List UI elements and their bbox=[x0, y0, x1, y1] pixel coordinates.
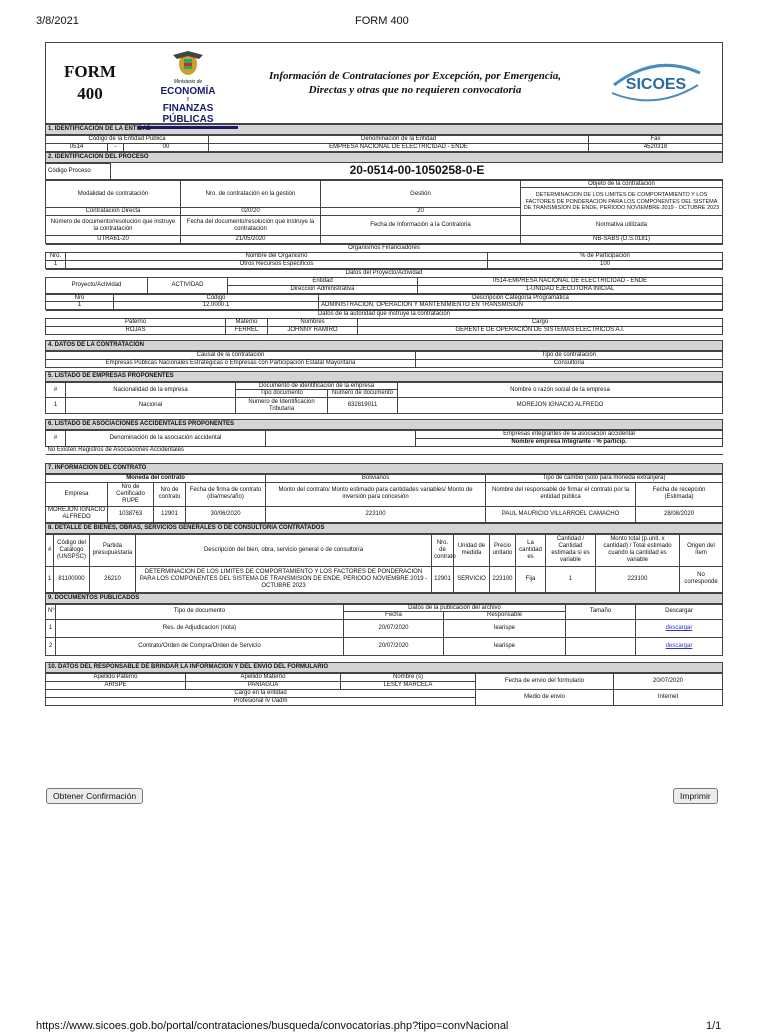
form-header bbox=[45, 42, 723, 124]
sicoes-logo-icon bbox=[606, 59, 706, 103]
associations-table: # Denominación de la asociación accidental Empresas integrantes de la asociación accidental Nombre empresa Integrante - % particip. No Existen Registros de Asociaciones Accidentales bbox=[45, 430, 723, 455]
form-title: FORM 400 bbox=[64, 62, 116, 104]
section-2-title: 2. IDENTIFICACIÓN DEL PROCESO bbox=[45, 152, 723, 163]
entity-table: Código de la Entidad Pública Denominación de la Entidad Fax 0514 - 00 EMPRESA NACIONAL DE ELECTRICIDAD - ENDE 4520318 bbox=[45, 135, 723, 152]
authority-table: Datos de la autoridad que instruye la contratación Paterno Materno Nombres Cargo ROJAS FERREL JOHNNY RAMIRO GERENTE DE OPERACIÓN DE SISTEMAS ELECTRICOS A.I. bbox=[45, 310, 723, 335]
contract-info-table: Moneda del contrato Bolivianos Tipo de cambio (solo para moneda extranjera) Empresa Nro de Certificado RUPE Nro de contrato Fecha de firma de contrato (dia/mes/año) Monto del contrato/ Monto estimado para cantidades variables/ Monto de inversión para concesión Nombre del responsable de firmar el contrato por la entidad pública Fecha de recepción (Estimada) MOREJON IGNACIO ALFREDO 1038763 12901 30/06/2020 223100 PAUL MAURICIO VILLARROEL CAMACHO 28/08/2020 bbox=[45, 474, 723, 523]
print-date: 3/8/2021 bbox=[36, 15, 79, 27]
section-10-title: 10. DATOS DEL RESPONSABLE DE BRINDAR LA INFORMACION Y DEL ENVIO DEL FORMULARIO bbox=[45, 662, 723, 673]
process-code: 20-0514-00-1050258-0-E bbox=[111, 163, 724, 179]
download-link[interactable]: descargar bbox=[665, 643, 693, 650]
section-9-title: 9. DOCUMENTOS PUBLICADOS bbox=[45, 593, 723, 604]
responsible-table: Apellido Paterno Apellido Materno Nombre (s) Fecha de envio del formulario 20/07/2020 ARISPE PANIAGUA LESLY MARCELA Cargo en la entidad Medio de envio Internet Profesional Iv Uadm bbox=[45, 673, 723, 706]
form-400 bbox=[45, 42, 723, 706]
document-row: 2 Contrato/Orden de Compra/Orden de Servicio 20/07/2020 learispe descargar bbox=[46, 638, 723, 656]
process-table: Modalidad de contratación Nro. de contratación en la gestión Gestión Objeto de la contratación DETERMINACION DE LOS LIMITES DE COMPORTAMIENTO Y LOS FACTORES DE PONDERACION PARA LOS COMPONENTES DEL SISTEMA DE TRANSMISION DE ENDE, PERIODO NOVIEMBRE 2019 - OCTUBRE 2023 Contratacion Directa 020/20 20 Número de documento/resolución que instruye la contratación Fecha del documento/resolución que instruye la contratación Fecha de Información a la Contraloria Normativa utilizada UTRA61-20 21/05/2020 NB-SABS (D.S.0181) bbox=[45, 180, 723, 245]
get-confirmation-button[interactable]: Obtener Confirmación bbox=[46, 788, 143, 804]
section-1-title: 1. IDENTIFICACIÓN DE LA ENTIDAD bbox=[45, 124, 723, 135]
section-4-title: 4. DATOS DE LA CONTRATACIÓN bbox=[45, 340, 723, 351]
download-link[interactable]: descargar bbox=[665, 625, 693, 632]
project-table: Datos del Proyecto/Actividad Proyecto/Actividad ACTIVIDAD Entidad 0514-EMPRESA NACIONAL DE ELECTRICIDAD - ENDE Dirección Administrativa 1-UNIDAD EJECUTORA INICIAL bbox=[45, 269, 723, 294]
ministry-logo: Ministerio de ECONOMÍA y FINANZAS PÚBLICAS bbox=[138, 49, 238, 129]
items-table: # Código del Catálogo (UNSPSC) Partida presupuestaria Descripción del bien, obra, servicio general o de consultoría Nro. de contrato Unidad de medida Precio unitario La cantidad es Cantidad / Cantidad estimada si es variable Monto total (p.unit. x cantidad) / Total estimado cuando la cantidad es variable Origen del ítem 1 81100000 26210 DETERMINACION DE LOS LIMITES DE COMPORTAMIENTO Y LOS FACTORES DE PONDERACION PARA LOS COMPONENTES DEL SISTEMA DE TRANSMISION DE ENDE, PERIODO NOVIEMBRE 2019 - OCTUBRE 2023 12901 SERVICIO 223100 Fija 1 223100 No corresponde bbox=[45, 534, 723, 593]
page-number: 1/1 bbox=[706, 1020, 722, 1032]
process-code-table: Código Proceso 20-0514-00-1050258-0-E bbox=[45, 163, 723, 180]
coat-of-arms-icon bbox=[171, 49, 205, 77]
contract-cause-table: Causal de la contratación Tipo de contratación Empresas Públicas Nacionales Estratégicas o Empresas con Participación Estatal Mayoritaria Consultoria bbox=[45, 351, 723, 368]
form-main-title: Información de Contrataciones por Excepción, por Emergencia, Directas y otras que no requieren convocatoria bbox=[268, 70, 562, 97]
svg-text:SICOES: SICOES bbox=[625, 76, 687, 93]
document-row: 1 Res. de Adjudicacion (nota) 20/07/2020 learispe descargar bbox=[46, 620, 723, 638]
section-5-title: 5. LISTADO DE EMPRESAS PROPONENTES bbox=[45, 371, 723, 382]
documents-table: N° Tipo de documento Datos de la publicación del archivo Tamaño Descargar Fecha Responsable 1 Res. de Adjudicacion (nota) 20/07/2020 learispe descargar 2 Contrato/Orden de Compra/Orden de Servicio 20/07/2020 learispe descargar bbox=[45, 604, 723, 657]
section-6-title: 6. LISTADO DE ASOCIACIONES ACCIDENTALES PROPONENTES bbox=[45, 419, 723, 430]
financing-table: Organismos Financiadores Nro. Nombre del Organismo % de Participación 1 Otros Recursos Especificos 100 bbox=[45, 244, 723, 269]
bidders-table: # Nacionalidad de la empresa Documento de identificación de la empresa Nombre o razón social de la empresa Tipo documento Número de documento 1 Nacional Numero de Identificacion Tributaria 632819011 MOREJON IGNACIO ALFREDO bbox=[45, 382, 723, 415]
print-button[interactable]: Imprimir bbox=[673, 788, 718, 804]
section-8-title: 8. DETALLE DE BIENES, OBRAS, SERVICIOS GENERALES O DE CONSULTORIA CONTRATADOS bbox=[45, 523, 723, 534]
page-url: https://www.sicoes.gob.bo/portal/contrataciones/busqueda/convocatorias.php?tipo=convNacional bbox=[36, 1020, 509, 1032]
section-7-title: 7. INFORMACIÓN DEL CONTRATO bbox=[45, 463, 723, 474]
program-table: Nro Código Descripción Categoría Programática 1 12.0000.1 ADMINISTRACION, OPERACION Y MANTENIMIENTO EN TRANSMISION bbox=[45, 294, 723, 311]
print-header-title: FORM 400 bbox=[355, 15, 409, 27]
